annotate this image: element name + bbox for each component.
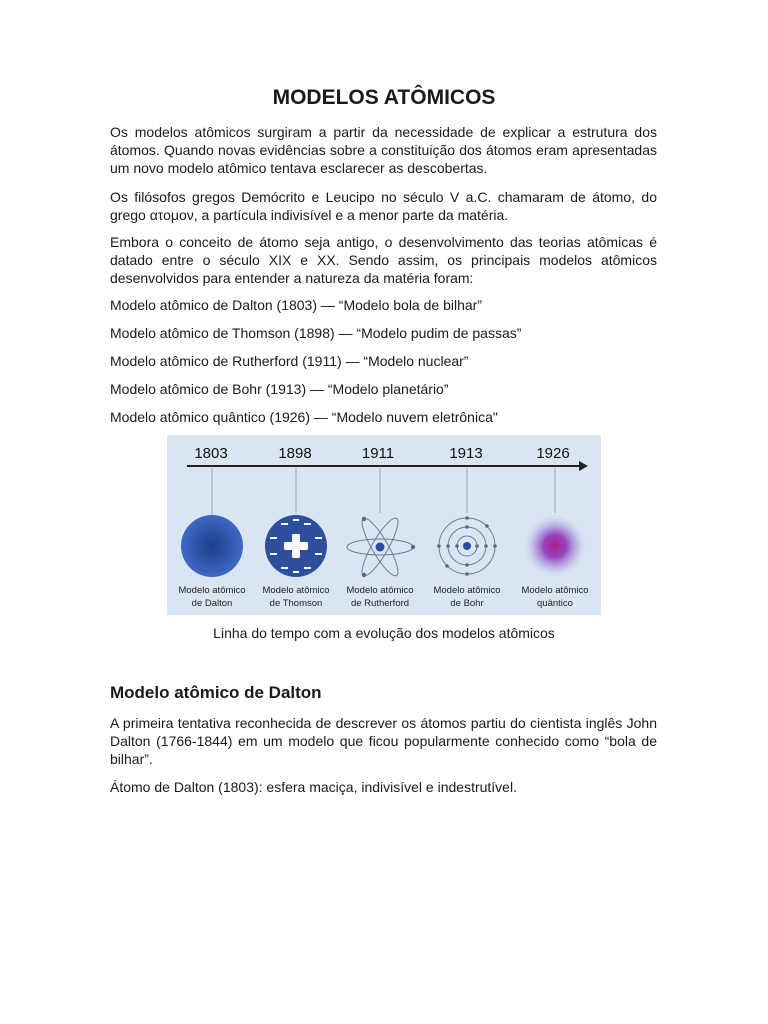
dalton-paragraph: A primeira tentativa reconhecida de descrever os átomos partiu do cientista inglês John Dalton (1766-1844) em um modelo que ficou popularmente conhecido como “bola de bilhar”. [110,715,657,767]
timeline-svg [167,435,601,615]
year-1913: 1913 [449,445,483,462]
list-item-dalton: Modelo atômico de Dalton (1803) — “Modelo bola de bilhar” [110,297,482,313]
list-item-quantum: Modelo atômico quântico (1926) — “Modelo nuvem eletrônica" [110,409,498,425]
label-dalton-line2: de Dalton [191,598,233,609]
figure-caption: Linha do tempo com a evolução dos modelos atômicos [213,625,555,641]
timeline-connectors [212,468,555,515]
timeline-arrow-icon [579,461,588,471]
rutherford-nuclear-atom-icon [347,514,415,579]
label-bohr-line1: Modelo atômico [433,585,501,596]
label-quantum-line2: quântico [537,598,573,609]
page-title: MODELOS ATÔMICOS [272,86,496,109]
year-1803: 1803 [194,445,228,462]
atomic-models-timeline-figure [167,435,601,615]
label-bohr-line2: de Bohr [450,598,484,609]
label-thomson-line2: de Thomson [269,598,323,609]
label-rutherford-line1: Modelo atômico [346,585,414,596]
bohr-planetary-atom-icon [437,516,497,576]
greek-philosophers-paragraph: Os filósofos gregos Demócrito e Leucipo no século V a.C. chamaram de átomo, do grego ατομον, a partícula indivisível e a menor parte da matéria. [110,189,657,223]
quantum-electron-cloud-icon [522,513,588,579]
list-item-thomson: Modelo atômico de Thomson (1898) — “Modelo pudim de passas” [110,325,522,341]
year-1911: 1911 [361,445,395,462]
dalton-atom-description: Átomo de Dalton (1803): esfera maciça, indivisível e indestrutível. [110,779,517,795]
year-1898: 1898 [278,445,312,462]
list-item-rutherford: Modelo atômico de Rutherford (1911) — “Modelo nuclear” [110,353,469,369]
label-dalton-line1: Modelo atômico [178,585,246,596]
label-quantum-line1: Modelo atômico [521,585,589,596]
list-item-bohr: Modelo atômico de Bohr (1913) — “Modelo planetário” [110,381,449,397]
intro-paragraph: Os modelos atômicos surgiram a partir da necessidade de explicar a estrutura dos átomos. Quando novas evidências sobre a constituição dos átomos eram apresentadas um novo modelo atômico tentava esclarecer as descobertas. [110,124,657,176]
atomic-theories-paragraph: Embora o conceito de átomo seja antigo, o desenvolvimento das teorias atômicas é datado entre o século XIX e XX. Sendo assim, os principais modelos atômicos desenvolvidos para entender a natureza da matéria foram: [110,234,657,286]
dalton-sphere-icon [181,515,243,577]
label-thomson-line1: Modelo atômico [262,585,330,596]
section-heading: Modelo atômico de Dalton [110,683,322,702]
label-rutherford-line2: de Rutherford [350,598,410,609]
year-1926: 1926 [536,445,570,462]
thomson-plum-pudding-icon [265,515,327,577]
